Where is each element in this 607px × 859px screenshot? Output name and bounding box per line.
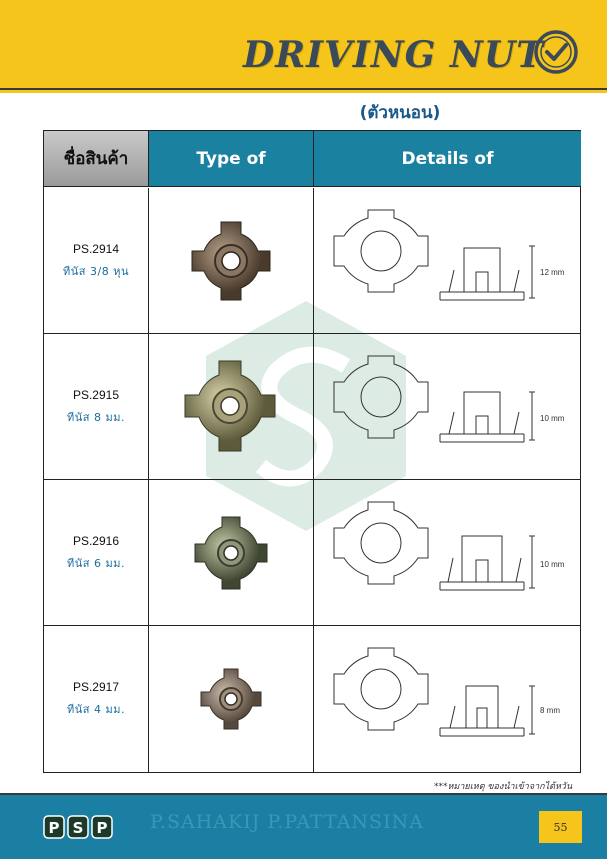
page-subtitle: (ตัวหนอน) [359,103,441,123]
product-detail-drawing-cell [313,626,580,772]
product-description: ทีนัส 6 มม. [67,556,125,570]
product-code: PS.2914 [72,241,120,256]
dimension-label: 12 mm [540,268,565,277]
page-number: 55 [539,811,582,843]
dimension-label: 10 mm [540,414,565,423]
product-photo-cell [148,188,313,333]
product-table [43,130,581,773]
table-row [44,480,580,626]
logo-letter: P [96,819,108,837]
product-description: ทีนัส 4 มม. [67,703,125,716]
footer-brand-text: P.SAHAKIJ P.PATTANSINA [150,811,424,833]
logo-letter: P [48,819,60,837]
product-code: PS.2915 [72,387,120,402]
product-photo-cell [148,626,313,772]
page-title: DRIVING NUT [243,34,545,76]
company-logo-icon [43,814,113,840]
product-detail-drawing-cell [313,334,580,479]
product-photo-cell [148,480,313,625]
product-photo-cell [148,334,313,479]
checkmark-badge-icon [533,29,579,75]
driving-nut-photo [191,513,271,593]
dimension-label: 10 mm [540,560,565,569]
product-description: ทีนัส 3/8 หุน [63,264,129,278]
logo-letter: S [72,819,84,837]
product-name-cell [44,480,148,625]
table-row [44,188,580,334]
table-row [44,626,580,772]
product-name-cell [44,188,148,333]
driving-nut-photo [186,216,276,306]
technical-drawing [314,334,581,480]
product-detail-drawing-cell [313,480,580,625]
product-detail-drawing-cell [313,188,580,333]
product-name-cell [44,626,148,772]
technical-drawing [314,188,581,334]
header-divider-yellow [0,90,607,93]
driving-nut-photo [198,666,264,732]
technical-drawing [314,480,581,626]
product-code: PS.2916 [72,533,120,548]
product-name-cell [44,334,148,479]
table-row [44,334,580,480]
product-code: PS.2917 [72,680,120,694]
column-header-product-name: ชื่อสินค้า [44,131,148,187]
footnote: ***หมายเหตุ ของนำเข้าจากไต้หวัน [434,782,573,792]
dimension-label: 8 mm [540,706,560,715]
column-header-type: Type of [148,131,313,187]
technical-drawing [314,626,581,772]
column-header-details: Details of [313,131,581,187]
driving-nut-photo [181,357,281,457]
product-description: ทีนัส 8 มม. [67,410,125,424]
